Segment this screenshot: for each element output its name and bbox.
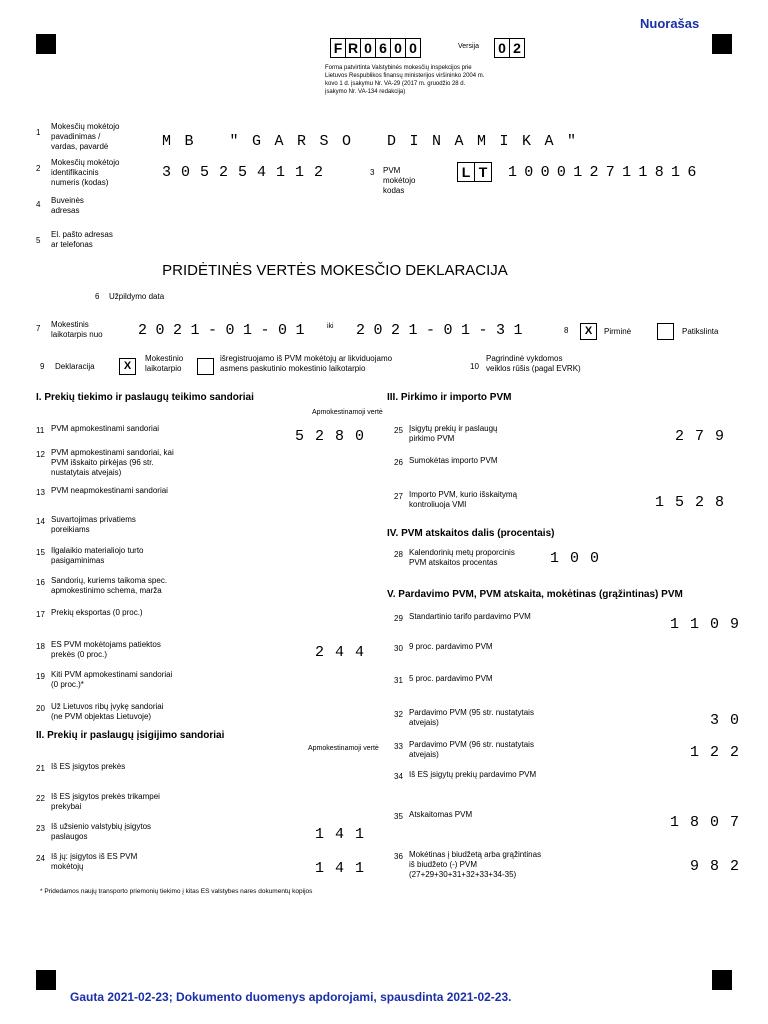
field-value: 279 xyxy=(674,428,735,445)
field-label: 5 proc. pardavimo PVM xyxy=(409,674,493,683)
field-label: Iš užsienio valstybių įsigytos paslaugos xyxy=(51,822,152,841)
field-value: 141 xyxy=(314,826,375,843)
footer-status: Gauta 2021-02-23; Dokumento duomenys apdorojami, spausdinta 2021-02-23. xyxy=(70,990,512,1004)
field-number: 36 xyxy=(394,852,403,861)
form-code-box xyxy=(330,38,421,58)
field-number: 4 xyxy=(36,200,41,209)
field-number: 29 xyxy=(394,614,403,623)
field-label: PVM neapmokestinami sandoriai xyxy=(51,486,168,495)
pirmine-label: Pirminė xyxy=(604,327,632,336)
vat-prefix-char: T xyxy=(478,164,488,180)
field-label: PVM apmokestinami sandoriai, kai PVM išskaito pirkėjas (96 str. nustatytais atvejais) xyxy=(51,448,174,477)
field-value: 1109 xyxy=(669,616,750,633)
field-number: 14 xyxy=(36,517,45,526)
field-value: 5280 xyxy=(294,428,375,445)
field-number: 12 xyxy=(36,450,45,459)
field-label: Sandorių, kuriems taikoma spec. apmokestinimo schema, marža xyxy=(51,576,168,595)
patikslinta-checkbox[interactable] xyxy=(657,323,674,340)
field-number: 35 xyxy=(394,812,403,821)
period-label: Mokestinis laikotarpis nuo xyxy=(51,320,103,339)
field-value: 122 xyxy=(689,744,750,761)
field-number: 2 xyxy=(36,164,41,173)
field-label: Įsigytų prekių ir paslaugų pirkimo PVM xyxy=(409,424,498,443)
corner-marker-top-left xyxy=(36,34,56,54)
declaration-period-label: Mokestinio laikotarpio xyxy=(145,354,184,373)
field-label: Kalendorinių metų proporcinis PVM atskaitos procentas xyxy=(409,548,515,567)
form-code-char: 0 xyxy=(391,39,406,57)
footnote: * Pridedamos naujų transporto priemonių tiekimo į kitas ES valstybes nares dokumentų kopijos xyxy=(40,888,313,895)
vat-code-label: PVM mokėtojo kodas xyxy=(383,166,416,195)
field-label: Iš ES įsigytos prekės xyxy=(51,762,126,771)
field-number: 18 xyxy=(36,642,45,651)
corner-marker-bottom-left xyxy=(36,970,56,990)
field-label: Mokėtinas į biudžetą arba grąžintinas iš biudžeto (-) PVM (27+29+30+31+32+33+34-35) xyxy=(409,850,542,879)
form-code-char: F xyxy=(331,39,346,57)
field-number: 27 xyxy=(394,492,403,501)
field-number: 15 xyxy=(36,548,45,557)
section-2-title: II. Prekių ir paslaugų įsigijimo sandoriai xyxy=(36,730,225,741)
declaration-final-label: išregistruojamo iš PVM mokėtojų ar likviduojamo asmens paskutinio mokestinio laikotarpio xyxy=(220,354,393,373)
declaration-period-checkbox[interactable]: X xyxy=(119,358,136,375)
declaration-final-checkbox[interactable] xyxy=(197,358,214,375)
iki-label: iki xyxy=(327,323,334,330)
field-number: 26 xyxy=(394,458,403,467)
field-value: 141 xyxy=(314,860,375,877)
field-number: 24 xyxy=(36,854,45,863)
field-number: 33 xyxy=(394,742,403,751)
field-number: 25 xyxy=(394,426,403,435)
field-label: Atskaitomas PVM xyxy=(409,810,473,819)
field-label: Iš ES įsigytų prekių pardavimo PVM xyxy=(409,770,537,779)
field-number: 20 xyxy=(36,704,45,713)
field-number: 34 xyxy=(394,772,403,781)
field-number: 23 xyxy=(36,824,45,833)
form-code-char: R xyxy=(346,39,361,57)
corner-marker-bottom-right xyxy=(712,970,732,990)
section-4-title: IV. PVM atskaitos dalis (procentais) xyxy=(387,528,555,539)
section-1-column-header: Apmokestinamoji vertė xyxy=(312,409,383,416)
period-to-value: 2021-01-31 xyxy=(356,322,532,339)
field-number: 10 xyxy=(470,362,479,371)
vat-code-value: 100012711816 xyxy=(508,164,704,181)
corner-marker-top-right xyxy=(712,34,732,54)
field-label: Importo PVM, kurio išskaitymą kontroliuoja VMI xyxy=(409,490,518,509)
field-label: Iš ES įsigytos prekės trikampei prekybai xyxy=(51,792,160,811)
taxpayer-name-label: Mokesčių mokėtojo pavadinimas / vardas, pavardė xyxy=(51,122,120,151)
field-label: Kiti PVM apmokestinami sandoriai (0 proc.)* xyxy=(51,670,173,689)
version-char: 2 xyxy=(513,40,521,56)
section-2-column-header: Apmokestinamoji vertė xyxy=(308,745,379,752)
field-value: 244 xyxy=(314,644,375,661)
field-label: Iš jų: įsigytos iš ES PVM mokėtojų xyxy=(51,852,138,871)
field-value: 1807 xyxy=(669,814,750,831)
patikslinta-label: Patikslinta xyxy=(682,327,719,336)
field-number: 3 xyxy=(370,168,375,177)
field-label: Ilgalaikio materialiojo turto pasigaminimas xyxy=(51,546,144,565)
field-number: 30 xyxy=(394,644,403,653)
pirmine-checkbox[interactable]: X xyxy=(580,323,597,340)
form-code-char: 0 xyxy=(409,40,417,56)
field-number: 31 xyxy=(394,676,403,685)
field-number: 19 xyxy=(36,672,45,681)
section-1-title: I. Prekių tiekimo ir paslaugų teikimo sandoriai xyxy=(36,392,254,403)
nuorasas-label: Nuorašas xyxy=(640,16,700,31)
field-number: 11 xyxy=(36,426,45,435)
field-value: 30 xyxy=(709,712,750,729)
version-box xyxy=(494,38,525,58)
evrk-label: Pagrindinė vykdomos veiklos rūšis (pagal EVRK) xyxy=(486,354,581,373)
form-code-char: 0 xyxy=(361,39,376,57)
declaration-label: Deklaracija xyxy=(55,362,95,371)
field-value: 982 xyxy=(689,858,750,875)
taxpayer-id-value: 305254112 xyxy=(162,164,334,181)
taxpayer-name-value: MB "GARSO DINAMIKA" xyxy=(162,133,590,150)
page-title: PRIDĖTINĖS VERTĖS MOKESČIO DEKLARACIJA xyxy=(162,262,508,279)
field-value: 100 xyxy=(549,550,610,567)
section-5-title: V. Pardavimo PVM, PVM atskaita, mokėtinas (grąžintinas) PVM xyxy=(387,589,683,600)
field-number: 8 xyxy=(564,326,569,335)
field-label: Pardavimo PVM (96 str. nustatytais atvejais) xyxy=(409,740,534,759)
approval-text: Forma patvirtinta Valstybinės mokesčių inspekcijos prie Lietuvos Respublikos finansų ministerijos viršininko 2004 m. kovo 1 d. įsakymu Nr. VA-29 (2017 m. gruodžio 28 d. įsakymo Nr. VA-134 redakcija) xyxy=(325,65,485,95)
field-label: ES PVM mokėtojams patiektos prekės (0 proc.) xyxy=(51,640,161,659)
field-number: 9 xyxy=(40,362,45,371)
field-number: 21 xyxy=(36,764,45,773)
field-number: 1 xyxy=(36,128,41,137)
fill-date-label: Užpildymo data xyxy=(109,292,165,301)
email-phone-label: El. pašto adresas ar telefonas xyxy=(51,230,113,249)
field-number: 6 xyxy=(95,292,100,301)
section-3-title: III. Pirkimo ir importo PVM xyxy=(387,392,512,403)
field-label: PVM apmokestinami sandoriai xyxy=(51,424,160,433)
field-number: 17 xyxy=(36,610,45,619)
field-number: 13 xyxy=(36,488,45,497)
field-number: 28 xyxy=(394,550,403,559)
field-label: Už Lietuvos ribų įvykę sandoriai (ne PVM objektas Lietuvoje) xyxy=(51,702,164,721)
field-label: 9 proc. pardavimo PVM xyxy=(409,642,493,651)
field-label: Pardavimo PVM (95 str. nustatytais atvejais) xyxy=(409,708,534,727)
form-code-char: 6 xyxy=(376,39,391,57)
versija-label: Versija xyxy=(458,43,480,50)
field-number: 7 xyxy=(36,324,41,333)
vat-prefix-char: L xyxy=(458,163,475,181)
period-from-value: 2021-01-01 xyxy=(138,322,314,339)
field-label: Prekių eksportas (0 proc.) xyxy=(51,608,143,617)
field-number: 16 xyxy=(36,578,45,587)
field-number: 32 xyxy=(394,710,403,719)
version-char: 0 xyxy=(495,39,510,57)
address-label: Buveinės adresas xyxy=(51,196,84,215)
taxpayer-id-label: Mokesčių mokėtojo identifikacinis numeris (kodas) xyxy=(51,158,120,187)
vat-prefix-box xyxy=(457,162,492,182)
field-number: 22 xyxy=(36,794,45,803)
field-value: 1528 xyxy=(654,494,735,511)
field-number: 5 xyxy=(36,236,41,245)
field-label: Suvartojimas privatiems poreikiams xyxy=(51,515,136,534)
field-label: Sumokėtas importo PVM xyxy=(409,456,498,465)
field-label: Standartinio tarifo pardavimo PVM xyxy=(409,612,531,621)
